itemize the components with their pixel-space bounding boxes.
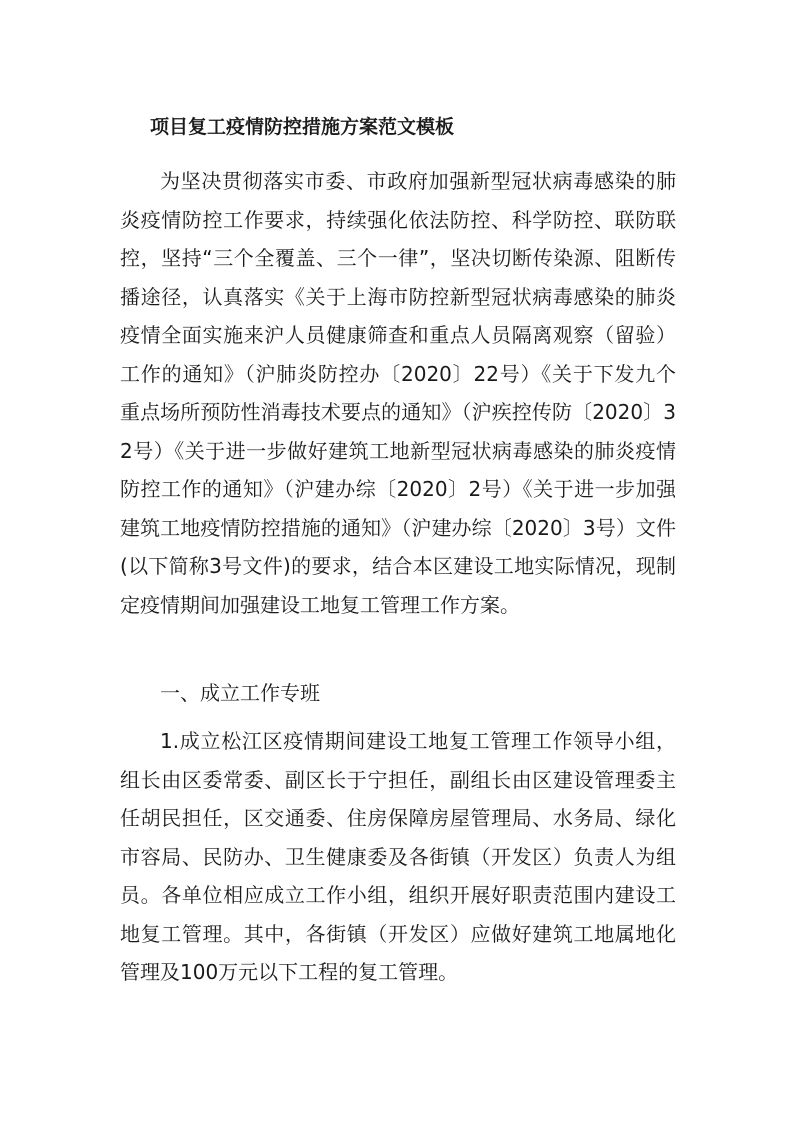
intro-paragraph: 为坚决贯彻落实市委、市政府加强新型冠状病毒感染的肺炎疫情防控工作要求，持续强化依法防控、科学防控、联防联控，坚持“三个全覆盖、三个一律”，坚决切断传染源、阻断传播途径，认真落实《关于上海市防控新型冠状病毒感染的肺炎疫情全面实施来沪人员健康筛查和重点人员隔离观察（留验）工作的通知》（沪肺炎防控办〔2020〕22号）《关于下发九个重点场所预防性消毒技术要点的通知》（沪疾控传防〔2020〕32号）《关于进一步做好建筑工地新型冠状病毒感染的肺炎疫情防控工作的通知》（沪建办综〔2020〕2号）《关于进一步加强建筑工地疫情防控措施的通知》（沪建办综〔2020〕3号）文件(以下简称3号文件)的要求，结合本区建设工地实际情况，现制定疫情期间加强建设工地复工管理工作方案。 [120,169,676,617]
section-heading: 一、成立工作专班 [160,681,320,705]
item-paragraph: 1.成立松江区疫情期间建设工地复工管理工作领导小组，组长由区委常委、副区长于宁担任，副组长由区建设管理委主任胡民担任，区交通委、住房保障房屋管理局、水务局、绿化市容局、民防办、卫生健康委及各街镇（开发区）负责人为组员。各单位相应成立工作小组，组织开展好职责范围内建设工地复工管理。其中，各街镇（开发区）应做好建筑工地属地化管理及100万元以下工程的复工管理。 [120,729,676,984]
document-title: 项目复工疫情防控措施方案范文模板 [150,116,455,138]
